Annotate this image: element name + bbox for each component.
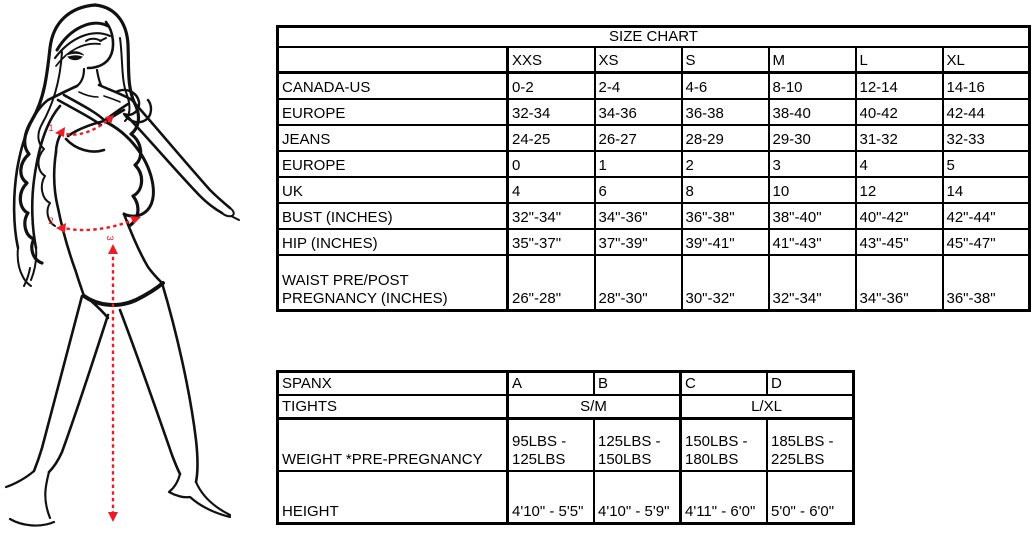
measure-label-3: 3	[104, 235, 115, 241]
size-chart-row	[278, 203, 1030, 229]
size-cell: 8	[682, 177, 769, 203]
size-cell: 42-44	[943, 99, 1030, 125]
size-cell: 10	[769, 177, 856, 203]
size-cell: 24-25	[508, 125, 595, 151]
size-cell: 43"-45"	[856, 229, 943, 255]
measure-label-1: 1	[48, 123, 54, 134]
size-cell: 36"-38"	[682, 203, 769, 229]
height-cell: 4'11" - 6'0"	[681, 471, 768, 524]
weight-cell: 150LBS - 180LBS	[681, 419, 768, 472]
size-chart-row	[278, 229, 1030, 255]
size-chart-header-row	[278, 47, 1030, 73]
row-label: BUST (INCHES)	[278, 203, 508, 229]
weight-cell: 95LBS - 125LBS	[508, 419, 595, 472]
col-header-xl: XL	[943, 47, 1030, 73]
size-cell: 2	[682, 151, 769, 177]
spanx-chart-table	[276, 370, 855, 525]
tights-row	[278, 395, 854, 419]
size-cell: 34-36	[595, 99, 682, 125]
size-cell: 32-34	[508, 99, 595, 125]
size-cell: 38-40	[769, 99, 856, 125]
spanx-cell-b: B	[594, 372, 681, 396]
size-cell: 36-38	[682, 99, 769, 125]
size-cell: 1	[595, 151, 682, 177]
size-cell: 31-32	[856, 125, 943, 151]
right-hand	[222, 208, 239, 220]
row-label: JEANS	[278, 125, 508, 151]
size-cell: 32"-34"	[508, 203, 595, 229]
size-cell: 28"-30"	[595, 255, 682, 311]
size-cell: 0-2	[508, 73, 595, 100]
size-cell: 42"-44"	[943, 203, 1030, 229]
right-leg	[120, 283, 198, 482]
row-label: WEIGHT *PRE-PREGNANCY	[278, 419, 508, 472]
shoulders	[48, 85, 132, 100]
size-cell: 26"-28"	[508, 255, 595, 311]
size-cell: 41"-43"	[769, 229, 856, 255]
face-outline	[88, 22, 113, 68]
size-cell: 28-29	[682, 125, 769, 151]
size-cell: 40-42	[856, 99, 943, 125]
size-cell: 45"-47"	[943, 229, 1030, 255]
size-cell: 12-14	[856, 73, 943, 100]
row-label: HIP (INCHES)	[278, 229, 508, 255]
hair-right-outline	[95, 5, 142, 226]
collar-lines	[79, 92, 120, 102]
figure-ink	[6, 5, 239, 526]
measure-lines	[60, 118, 138, 518]
size-chart-row	[278, 177, 1030, 203]
torso-left	[54, 152, 84, 296]
size-chart-table	[276, 25, 1031, 312]
neck	[77, 69, 101, 86]
size-cell: 5	[943, 151, 1030, 177]
col-header-m: M	[769, 47, 856, 73]
size-cell: 40"-42"	[856, 203, 943, 229]
size-cell: 39"-41"	[682, 229, 769, 255]
v-neck	[58, 95, 128, 125]
size-chart-row	[278, 99, 1030, 125]
weight-cell: 125LBS - 150LBS	[594, 419, 681, 472]
row-label: EUROPE	[278, 151, 508, 177]
row-label: HEIGHT	[278, 471, 508, 524]
size-cell: 32"-34"	[769, 255, 856, 311]
height-cell: 5'0" - 6'0"	[767, 471, 854, 524]
weight-row	[278, 419, 854, 472]
size-cell: 0	[508, 151, 595, 177]
closed-eye	[86, 38, 106, 41]
measure-arrowheads	[55, 115, 141, 522]
size-cell: 12	[856, 177, 943, 203]
col-header-xs: XS	[595, 47, 682, 73]
height-cell: 4'10" - 5'5"	[508, 471, 595, 524]
size-cell: 35"-37"	[508, 229, 595, 255]
arrowhead-up	[108, 244, 118, 254]
pregnant-woman-illustration	[0, 0, 250, 534]
size-cell: 4	[856, 151, 943, 177]
col-header-xxs: XXS	[508, 47, 595, 73]
size-cell: 14-16	[943, 73, 1030, 100]
size-chart-title-row	[278, 27, 1030, 48]
size-corner-cell	[278, 47, 508, 73]
row-label: UK	[278, 177, 508, 203]
size-cell: 14	[943, 177, 1030, 203]
row-label: EUROPE	[278, 99, 508, 125]
size-cell: 34"-36"	[595, 203, 682, 229]
row-label: CANADA-US	[278, 73, 508, 100]
spanx-cell-d: D	[767, 372, 854, 396]
arrowhead-down	[108, 512, 118, 522]
col-header-l: L	[856, 47, 943, 73]
spanx-cell-a: A	[508, 372, 595, 396]
size-cell: 30"-32"	[682, 255, 769, 311]
size-cell: 37"-39"	[595, 229, 682, 255]
size-chart-row	[278, 125, 1030, 151]
tights-sm-cell: S/M	[508, 395, 681, 419]
spanx-row	[278, 372, 854, 396]
size-chart-title: SIZE CHART	[278, 27, 1030, 48]
size-cell: 8-10	[769, 73, 856, 100]
size-cell: 26-27	[595, 125, 682, 151]
size-cell: 4	[508, 177, 595, 203]
row-label: WAIST PRE/POST PREGNANCY (INCHES)	[278, 255, 508, 311]
size-cell: 29-30	[769, 125, 856, 151]
left-leg	[34, 296, 108, 472]
row-label: TIGHTS	[278, 395, 508, 419]
size-cell: 34"-36"	[856, 255, 943, 311]
tights-lxl-cell: L/XL	[681, 395, 854, 419]
size-chart-row	[278, 73, 1030, 100]
spanx-cell-c: C	[681, 372, 768, 396]
col-header-s: S	[682, 47, 769, 73]
size-cell: 6	[595, 177, 682, 203]
size-cell: 36"-38"	[943, 255, 1030, 311]
size-cell: 38"-40"	[769, 203, 856, 229]
size-cell: 4-6	[682, 73, 769, 100]
measure-label-2: 2	[48, 216, 54, 227]
size-chart-row	[278, 151, 1030, 177]
weight-cell: 185LBS - 225LBS	[767, 419, 854, 472]
right-foot	[169, 474, 230, 517]
height-cell: 4'10" - 5'9"	[594, 471, 681, 524]
skirt-hem	[84, 283, 163, 305]
size-cell: 32-33	[943, 125, 1030, 151]
height-row	[278, 471, 854, 524]
size-chart-row	[278, 255, 1030, 311]
left-foot	[6, 471, 54, 526]
row-label: SPANX	[278, 372, 508, 396]
size-cell: 3	[769, 151, 856, 177]
size-cell: 2-4	[595, 73, 682, 100]
